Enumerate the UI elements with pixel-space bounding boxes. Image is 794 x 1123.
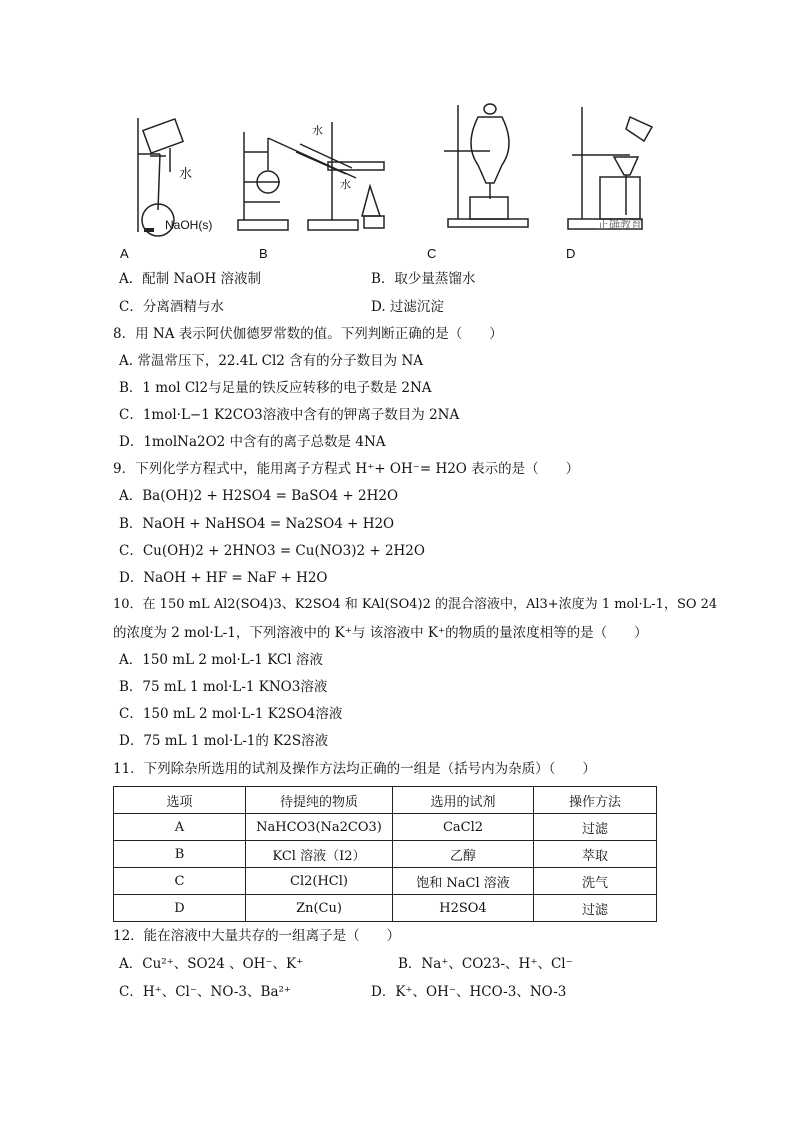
q9-option-a: A．Ba(OH)2 + H2SO4 = BaSO4 + 2H2O: [119, 488, 399, 504]
table-row: [114, 868, 657, 895]
table-header-cell: 操作方法: [534, 787, 657, 814]
table-cell: Cl2(HCl): [246, 868, 393, 895]
q11-table: [113, 786, 657, 922]
q9-option-b: B．NaOH + NaHSO4 = Na2SO4 + H2O: [119, 516, 395, 532]
table-cell: 萃取: [534, 841, 657, 868]
figure-label-b: B: [259, 246, 268, 261]
q9-stem: 9．下列化学方程式中，能用离子方程式 H⁺+ OH⁻= H2O 表示的是（ ）: [113, 461, 580, 477]
table-row: [114, 895, 657, 922]
table-cell: 洗气: [534, 868, 657, 895]
table-cell: 饱和 NaCl 溶液: [393, 868, 534, 895]
q10-option-b: B．75 mL 1 mol·L-1 KNO3溶液: [119, 679, 328, 695]
q11-stem: 11．下列除杂所选用的试剂及操作方法均正确的一组是（括号内为杂质）（ ）: [113, 761, 596, 777]
table-cell: B: [114, 841, 246, 868]
q10-stem-line2: 的浓度为 2 mol·L-1，下列溶液中的 K⁺与 该溶液中 K⁺的物质的量浓度相等的是（ ）: [113, 625, 648, 641]
q10-stem-line1: 10．在 150 mL Al2(SO4)3、K2SO4 和 KAl(SO4)2 的混合溶液中，Al3+浓度为 1 mol·L-1，SO 24: [113, 597, 718, 612]
q10-option-d: D．75 mL 1 mol·L-1的 K2S溶液: [119, 733, 329, 749]
q8-stem: 8．用 NA 表示阿伏伽德罗常数的值。下列判断正确的是（ ）: [113, 326, 503, 342]
q12-stem: 12．能在溶液中大量共存的一组离子是（ ）: [113, 928, 401, 944]
apparatus-figure-c: [408, 95, 548, 235]
q10-option-a: A．150 mL 2 mol·L-1 KCl 溶液: [119, 652, 323, 668]
table-header-cell: 待提纯的物质: [246, 787, 393, 814]
q10-option-c: C．150 mL 2 mol·L-1 K2SO4溶液: [119, 706, 343, 722]
q9-option-c: C．Cu(OH)2 + 2HNO3 = Cu(NO3)2 + 2H2O: [119, 543, 425, 559]
table-cell: 过滤: [534, 814, 657, 841]
figure-label-d: D: [566, 246, 576, 261]
label-water-in: 水: [312, 125, 323, 137]
table-cell: CaCl2: [393, 814, 534, 841]
table-row: [114, 814, 657, 841]
label-water-a: 水: [179, 166, 193, 181]
q7-option-c: C．分离酒精与水: [119, 299, 224, 315]
table-cell: H2SO4: [393, 895, 534, 922]
q7-option-a: A．配制 NaOH 溶液制: [119, 271, 262, 287]
q8-option-b: B．1 mol Cl2与足量的铁反应转移的电子数是 2NA: [119, 380, 432, 396]
figure-label-c: C: [427, 246, 437, 261]
q7-option-d: D. 过滤沉淀: [371, 299, 444, 315]
table-cell: Zn(Cu): [246, 895, 393, 922]
table-cell: KCl 溶液（I2）: [246, 841, 393, 868]
table-header-row: [114, 787, 657, 814]
q12-option-a: A．Cu²⁺、SO24 、OH⁻、K⁺: [119, 956, 304, 972]
q9-option-d: D．NaOH + HF = NaF + H2O: [119, 570, 328, 586]
q7-option-b: B．取少量蒸馏水: [371, 271, 476, 287]
table-cell: D: [114, 895, 246, 922]
q8-option-d: D．1molNa2O2 中含有的离子总数是 4NA: [119, 434, 386, 450]
table-cell: NaHCO3(Na2CO3): [246, 814, 393, 841]
figure-label-a: A: [120, 246, 129, 261]
table-cell: 乙醇: [393, 841, 534, 868]
q8-option-c: C．1mol·L−1 K2CO3溶液中含有的钾离子数目为 2NA: [119, 407, 460, 423]
table-cell: 过滤: [534, 895, 657, 922]
table-cell: A: [114, 814, 246, 841]
label-naoh-solid: NaOH(s): [165, 218, 213, 232]
q12-option-d: D．K⁺、OH⁻、HCO-3、NO-3: [371, 984, 567, 1000]
label-water-out: 水: [340, 179, 351, 191]
q12-option-b: B．Na⁺、CO23-、H⁺、Cl⁻: [398, 956, 573, 972]
table-header-cell: 选用的试剂: [393, 787, 534, 814]
q12-option-c: C．H⁺、Cl⁻、NO-3、Ba²⁺: [119, 984, 292, 1000]
table-cell: C: [114, 868, 246, 895]
q8-option-a: A. 常温常压下，22.4L Cl2 含有的分子数目为 NA: [119, 353, 424, 369]
watermark: 正确教育: [598, 219, 642, 231]
table-row: [114, 841, 657, 868]
table-header-cell: 选项: [114, 787, 246, 814]
